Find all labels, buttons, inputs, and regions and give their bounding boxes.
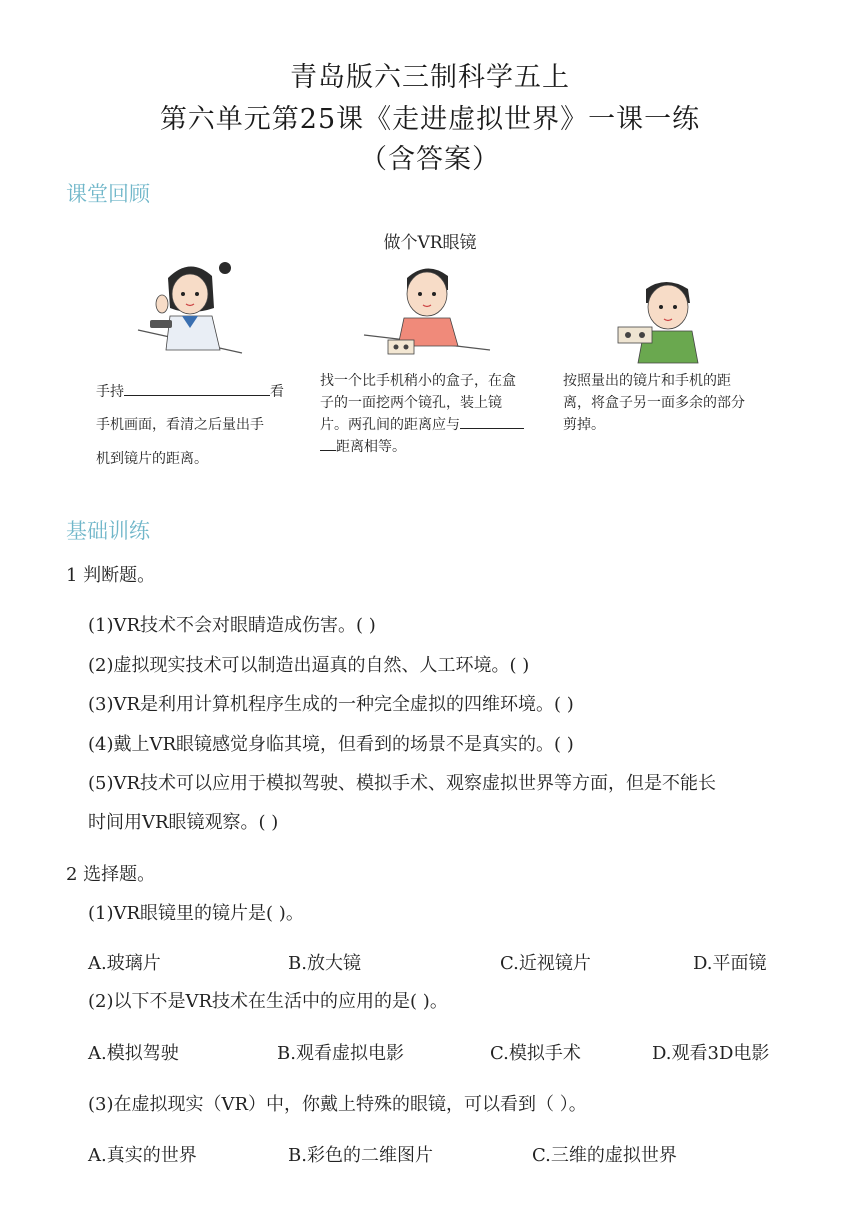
step1-before-blank: 手持: [96, 384, 124, 400]
step1-text-line2: 手机画面，看清之后量出手: [96, 417, 264, 433]
step2-text-line2: 子的一面挖两个镜孔，装上镜: [320, 395, 502, 411]
option-b: B.放大镜: [288, 953, 361, 974]
question-2-3-stem: (3)在虚拟现实（VR）中，你戴上特殊的眼镜，可以看到（ ）。: [88, 1094, 587, 1115]
step2-text-line1: 找一个比手机稍小的盒子，在盒: [320, 373, 516, 389]
question-1-title: 1 判断题。: [66, 565, 156, 586]
step1-text-line1: [96, 381, 284, 403]
girl-with-phone-illustration: [130, 258, 245, 358]
section-heading-training: 基础训练: [66, 519, 150, 543]
option-c: C.三维的虚拟世界: [532, 1145, 677, 1166]
option-a: A.玻璃片: [88, 953, 161, 974]
step3-text-line1: 按照量出的镜片和手机的距: [563, 373, 731, 389]
step2-answer-blank-cont[interactable]: [320, 436, 336, 451]
question-1-item-continued: 时间用VR眼镜观察。( ): [88, 812, 279, 833]
title-line-2: 第六单元第25课《走进虚拟世界》一课一练: [159, 104, 701, 135]
step3-text-line2: 离，将盒子另一面多余的部分: [563, 395, 745, 411]
question-1-item: (2)虚拟现实技术可以制造出逼真的自然、人工环境。( ): [88, 655, 530, 676]
title-line-1: 青岛版六三制科学五上: [290, 62, 570, 93]
option-a: A.真实的世界: [88, 1145, 197, 1166]
title-line-3: （含答案）: [360, 144, 500, 175]
step2-text-line3: [320, 414, 524, 436]
option-a: A.模拟驾驶: [88, 1043, 179, 1064]
section-heading-review: 课堂回顾: [66, 182, 150, 206]
step2-after-blank: 距离相等。: [336, 439, 406, 455]
option-d: D.平面镜: [693, 953, 767, 974]
step2-answer-blank[interactable]: [460, 414, 524, 429]
step2-text-line4: [320, 436, 406, 458]
option-c: C.模拟手术: [490, 1043, 581, 1064]
option-d: D.观看3D电影: [652, 1043, 770, 1064]
boy-with-box-illustration: [362, 260, 492, 360]
question-1-item: (3)VR是利用计算机程序生成的一种完全虚拟的四维环境。( ): [88, 694, 574, 715]
question-1-item: (4)戴上VR眼镜感觉身临其境，但看到的场景不是真实的。( ): [88, 734, 574, 755]
question-1-item: (5)VR技术可以应用于模拟驾驶、模拟手术、观察虚拟世界等方面，但是不能长: [88, 773, 717, 794]
step1-answer-blank[interactable]: [124, 381, 270, 396]
step1-after-blank: 看: [270, 384, 284, 400]
figure-caption: 做个VR眼镜: [383, 233, 477, 253]
step3-text-line3: 剪掉。: [563, 417, 605, 433]
question-2-title: 2 选择题。: [66, 864, 156, 885]
step1-text-line3: 机到镜片的距离。: [96, 451, 208, 467]
option-c: C.近视镜片: [500, 953, 591, 974]
boy-with-vr-glasses-illustration: [606, 275, 706, 365]
question-1-item: (1)VR技术不会对眼睛造成伤害。( ): [88, 615, 376, 636]
option-b: B.观看虚拟电影: [277, 1043, 404, 1064]
option-b: B.彩色的二维图片: [288, 1145, 433, 1166]
step2-before-blank: 片。两孔间的距离应与: [320, 417, 460, 433]
question-2-2-stem: (2)以下不是VR技术在生活中的应用的是( )。: [88, 991, 448, 1012]
question-2-1-stem: (1)VR眼镜里的镜片是( )。: [88, 903, 304, 924]
